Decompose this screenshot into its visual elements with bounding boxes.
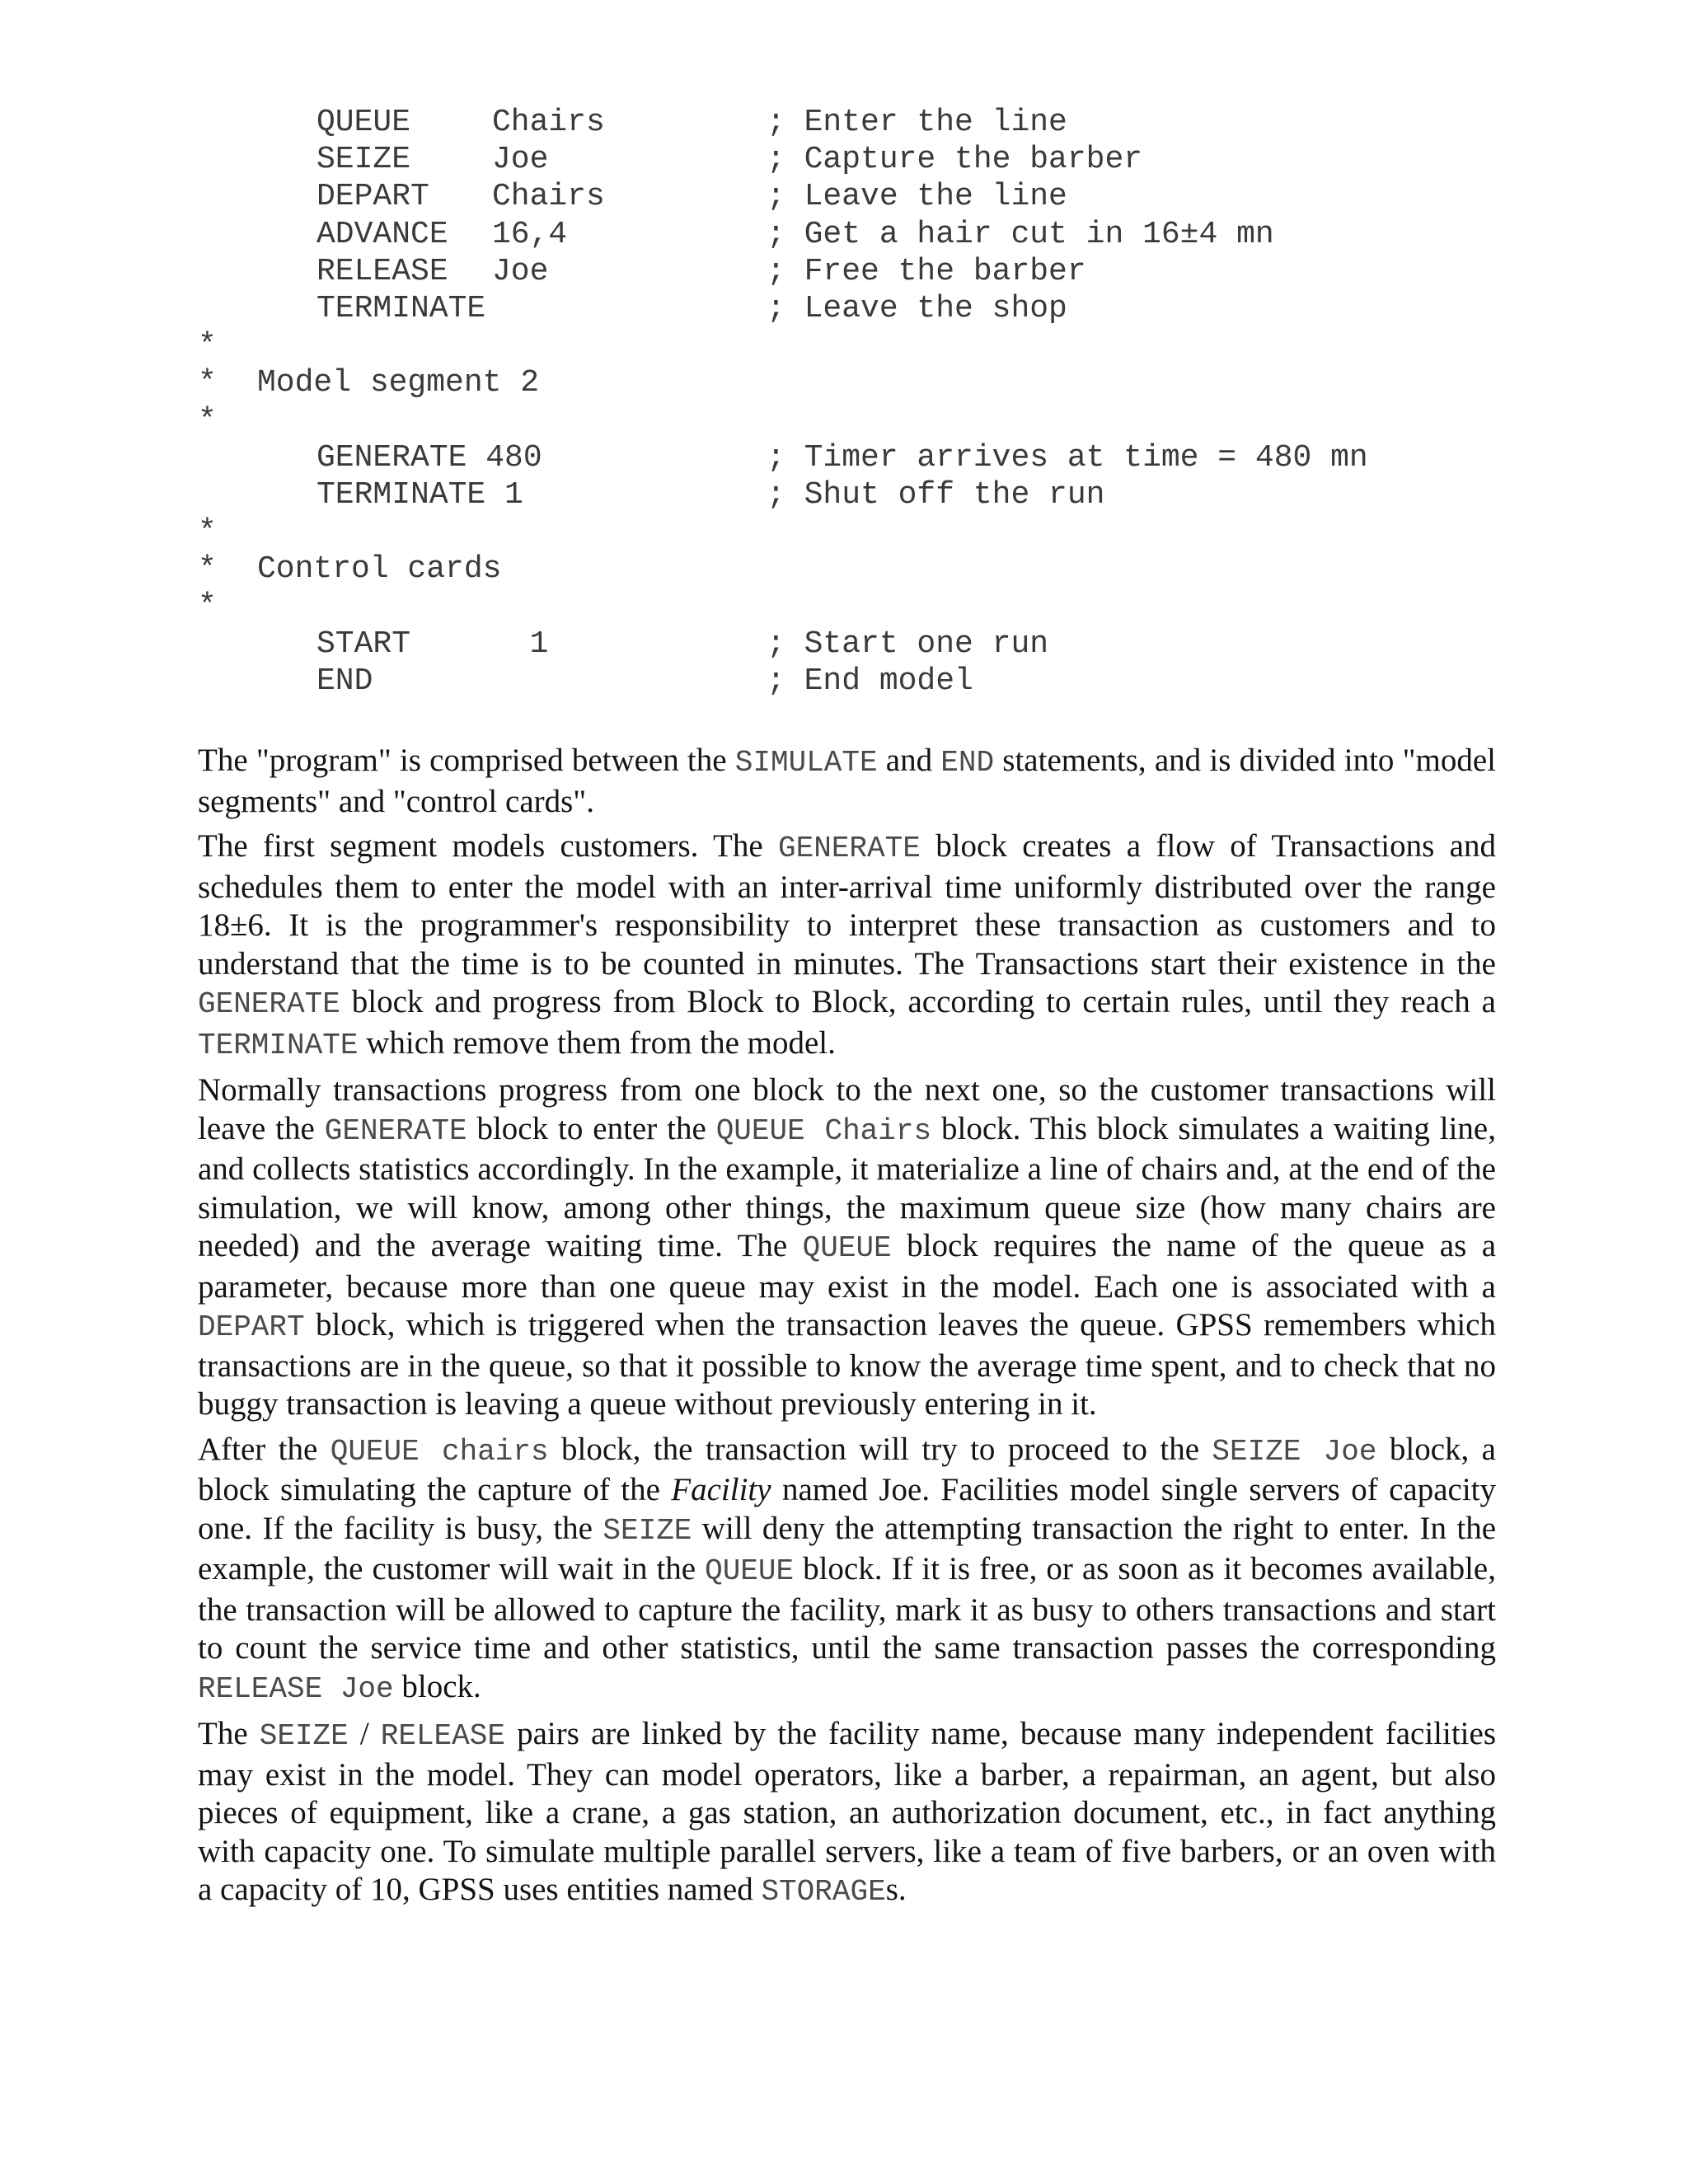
code-operand: Joe: [492, 253, 549, 289]
inline-code: RELEASE: [380, 1719, 505, 1753]
inline-code: QUEUE: [705, 1554, 795, 1588]
text-run: block. If it is free, or as soon as it becomes available, the transaction will be allowed to capture the facility, mark it as busy to others transactions and start to count the service time and other statistics, until the same transaction passes the corresponding: [198, 1551, 1496, 1666]
code-statement-line: [198, 290, 1517, 327]
inline-code: END: [940, 746, 995, 780]
code-comment: ; End model: [767, 663, 973, 699]
code-comment: ; Leave the line: [767, 179, 1067, 215]
code-block-name: QUEUE: [316, 105, 411, 140]
inline-code: SEIZE Joe: [1212, 1434, 1377, 1469]
code-comment-heading: [198, 364, 1517, 401]
code-statement-line: [198, 439, 1517, 476]
code-block-name: TERMINATE: [316, 290, 486, 326]
code-block-name: END: [316, 663, 373, 699]
text-run: The "program" is comprised between the: [198, 743, 735, 778]
code-operand: 16,4: [492, 216, 568, 252]
inline-code: QUEUE Chairs: [715, 1113, 932, 1148]
code-comment: ; Start one run: [767, 626, 1049, 662]
code-comment: ; Capture the barber: [767, 142, 1143, 178]
gpss-code-listing: [198, 104, 1517, 700]
body-paragraph: [198, 742, 1496, 821]
code-star-line: [198, 402, 1517, 439]
text-run: After the: [198, 1431, 331, 1467]
text-run: block.: [393, 1668, 481, 1704]
code-comment-heading: [198, 551, 1517, 588]
explanatory-text: [198, 742, 1496, 1919]
body-paragraph: [198, 1431, 1496, 1709]
comment-star: *: [198, 588, 217, 625]
comment-star: *: [198, 328, 217, 364]
inline-code: GENERATE: [324, 1113, 467, 1148]
text-run: block, the transaction will try to proceed to the: [548, 1431, 1212, 1467]
body-paragraph: [198, 1071, 1496, 1424]
code-operand: Joe: [492, 142, 549, 178]
text-run: s.: [885, 1872, 907, 1907]
code-statement-line: [198, 626, 1517, 663]
inline-code: QUEUE: [802, 1231, 892, 1265]
code-comment: ; Free the barber: [767, 253, 1086, 289]
inline-code: GENERATE: [778, 832, 921, 865]
inline-code: SEIZE: [603, 1513, 692, 1548]
code-operand: Chairs: [492, 105, 605, 140]
text-run: which remove them from the model.: [358, 1024, 836, 1061]
code-block-name: TERMINATE 1: [316, 476, 523, 513]
text-run: The first segment models customers. The: [198, 828, 779, 864]
code-statement-line: [198, 104, 1517, 141]
comment-star: *: [198, 402, 217, 438]
emphasized-term: Facility: [671, 1472, 771, 1507]
segment-title: Control cards: [257, 551, 502, 588]
inline-code: RELEASE Joe: [198, 1671, 394, 1706]
code-block-name: RELEASE: [316, 253, 448, 289]
text-run: Normally transactions progress from one block to the next one, so the customer transactions will leave the: [198, 1072, 1496, 1146]
text-run: block to enter the: [467, 1110, 716, 1146]
inline-code: SEIZE: [259, 1719, 349, 1753]
inline-code: TERMINATE: [198, 1028, 359, 1062]
code-statement-line: [198, 141, 1517, 178]
text-run: block. This block simulates a waiting line, and collects statistics accordingly. In the example, it materialize a line of chairs and, at the end of the simulation, we will know, among other things, the maximum queue size (how many chairs are needed) and the average waiting time. The: [198, 1110, 1496, 1263]
code-statement-line: [198, 476, 1517, 513]
code-statement-line: [198, 253, 1517, 290]
code-block-name: SEIZE: [316, 142, 411, 178]
code-operand: 1: [492, 626, 549, 662]
inline-code: SIMULATE: [734, 746, 878, 780]
inline-code: DEPART: [198, 1310, 305, 1344]
comment-star: *: [198, 514, 217, 551]
body-paragraph: [198, 827, 1496, 1065]
body-paragraph: [198, 1715, 1496, 1912]
inline-code: STORAGE: [761, 1875, 886, 1909]
code-comment: ; Timer arrives at time = 480 mn: [767, 439, 1368, 476]
code-star-line: [198, 588, 1517, 625]
code-star-line: [198, 327, 1517, 364]
text-run: block, a block simulating the capture of the: [198, 1431, 1496, 1507]
text-run: block creates a flow of Transactions and schedules them to enter the model with an inter-arrival time uniformly distributed over the range 18±6. It is the programmer's responsibility to interpret these transaction as customers and to understand that the time is to be counted in minutes. The Transactions start their existence in the: [198, 828, 1496, 982]
text-run: block, which is triggered when the transaction leaves the queue. GPSS remembers which transactions are in the queue, so that it possible to know the average time spent, and to check that no buggy transaction is leaving a queue without previously entering in it.: [198, 1307, 1496, 1422]
text-run: block and progress from Block to Block, according to certain rules, until they reach a: [340, 984, 1496, 1019]
text-run: block requires the name of the queue as a parameter, because more than one queue may exist in the model. Each one is associated with a: [198, 1228, 1497, 1305]
text-run: /: [348, 1716, 381, 1751]
text-run: The: [198, 1716, 260, 1751]
code-statement-line: [198, 178, 1517, 215]
code-block-name: DEPART: [316, 179, 429, 215]
code-statement-line: [198, 216, 1517, 253]
comment-star: *: [198, 551, 217, 588]
inline-code: GENERATE: [198, 987, 340, 1021]
text-run: pairs are linked by the facility name, because many independent facilities may exist in the model. They can model operators, like a barber, a repairman, an agent, but also pieces of equipment, like a crane, a gas station, an authorization document, etc., in fact anything with capacity one. To simulate multiple parallel servers, like a team of five barbers, or an oven with a capacity of 10, GPSS uses entities named: [198, 1716, 1496, 1907]
segment-title: Model segment 2: [257, 365, 540, 401]
code-statement-line: [198, 663, 1517, 700]
code-block-name: ADVANCE: [316, 216, 448, 252]
code-block-name: START: [316, 626, 411, 662]
code-comment: ; Shut off the run: [767, 476, 1105, 513]
code-block-name: GENERATE 480: [316, 439, 542, 476]
code-comment: ; Enter the line: [767, 105, 1067, 140]
comment-star: *: [198, 365, 217, 401]
code-comment: ; Leave the shop: [767, 290, 1067, 326]
text-run: statements, and is divided into "model segments" and "control cards".: [198, 743, 1496, 819]
code-star-line: [198, 513, 1517, 551]
text-run: will deny the attempting transaction the right to enter. In the example, the customer will wait in the: [198, 1510, 1496, 1586]
text-run: named Joe. Facilities model single servers of capacity one. If the facility is busy, the: [198, 1472, 1497, 1546]
code-comment: ; Get a hair cut in 16±4 mn: [767, 216, 1274, 252]
text-run: and: [877, 743, 941, 778]
code-operand: Chairs: [492, 179, 605, 215]
inline-code: QUEUE chairs: [330, 1434, 549, 1469]
